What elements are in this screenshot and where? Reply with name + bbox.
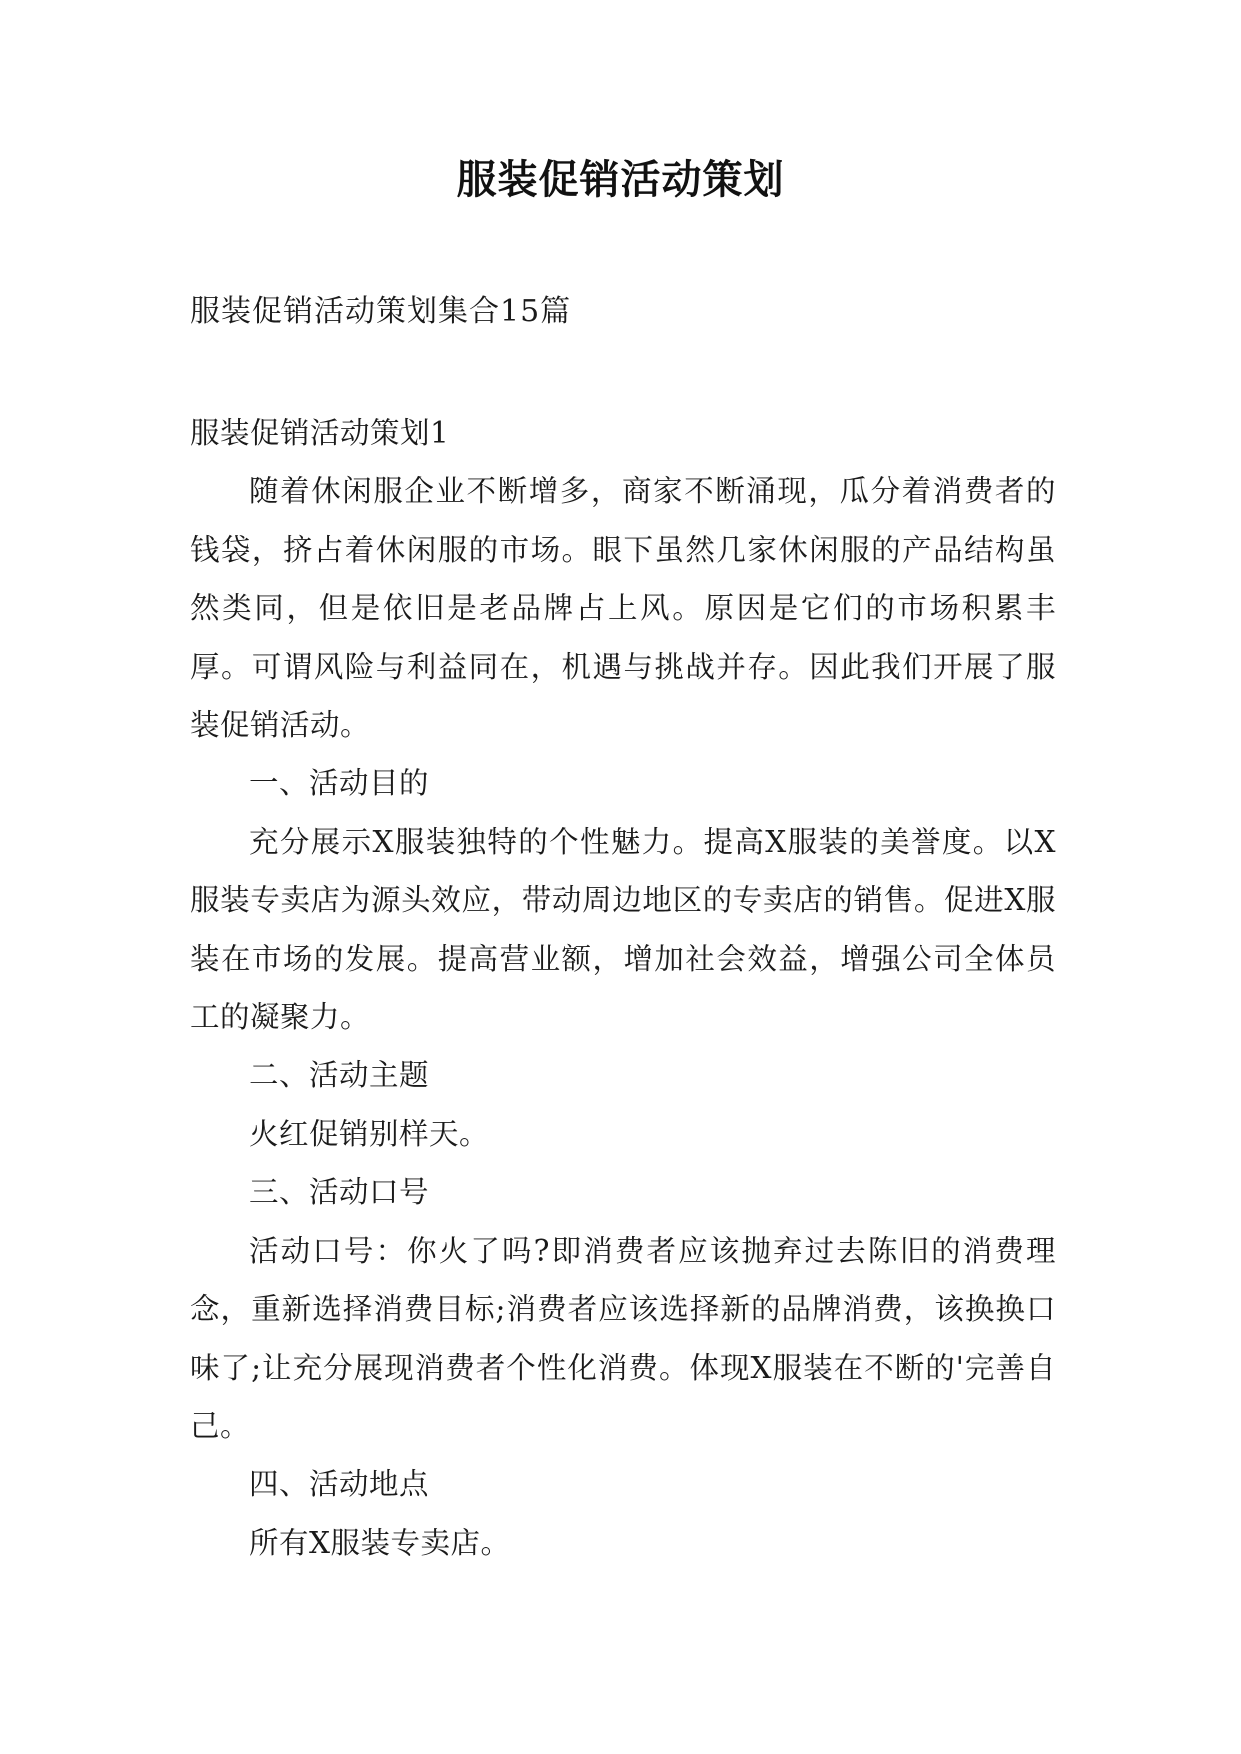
paragraph-location: 所有X服装专卖店。 (249, 1525, 511, 1560)
section-title: 服装促销活动策划1 (190, 416, 450, 450)
collection-title: 服装促销活动策划集合15篇 (190, 294, 572, 329)
document-title: 服装促销活动策划 (456, 157, 785, 203)
heading-purpose: 一、活动目的 (249, 766, 430, 801)
paragraph-purpose: 充分展示X服装独特的个性魅力。提高X服装的美誉度。以X服装专卖店为源头效应，带动周边地区的专卖店的销售。促进X服装在市场的发展。提高营业额，增加社会效益，增强公司全体员工的凝聚力。 (190, 824, 1056, 1035)
paragraph-intro: 随着休闲服企业不断增多，商家不断涌现，瓜分着消费者的钱袋，挤占着休闲服的市场。眼下虽然几家休闲服的产品结构虽然类同，但是依旧是老品牌占上风。原因是它们的市场积累丰厚。可谓风险与利益同在，机遇与挑战并存。因此我们开展了服装促销活动。 (190, 474, 1056, 743)
paragraph-slogan: 活动口号：你火了吗?即消费者应该抛弃过去陈旧的消费理念，重新选择消费目标;消费者应该选择新的品牌消费，该换换口味了;让充分展现消费者个性化消费。体现X服装在不断的'完善自己。 (190, 1233, 1056, 1443)
heading-slogan: 三、活动口号 (249, 1175, 430, 1210)
heading-location: 四、活动地点 (249, 1467, 430, 1502)
heading-theme: 二、活动主题 (249, 1058, 430, 1093)
document-body (190, 404, 1056, 1572)
paragraph-theme: 火红促销别样天。 (249, 1116, 490, 1151)
